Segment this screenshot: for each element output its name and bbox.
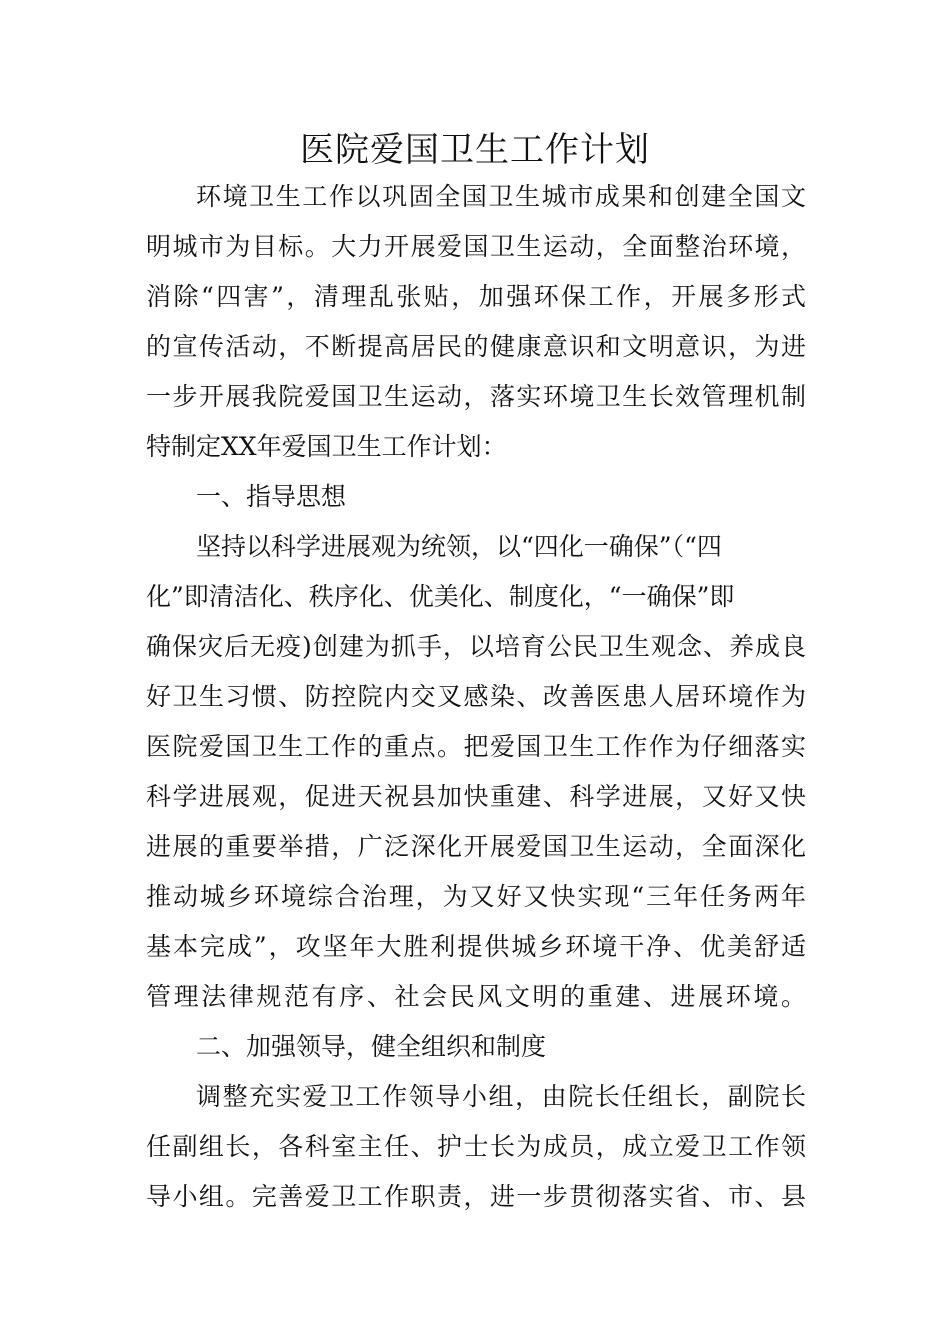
section-heading-1: 一、指导思想: [196, 482, 347, 511]
paragraph-line: 医院爱国卫生工作的重点。把爱国卫生工作作为仔细落实: [146, 732, 808, 761]
paragraph-line: 基本完成”，攻坚年大胜利提供城乡环境干净、优美舒适: [146, 932, 808, 961]
paragraph-line: 一步开展我院爱国卫生运动，落实环境卫生长效管理机制: [146, 382, 808, 411]
paragraph-line: 特制定XX年爱国卫生工作计划：: [146, 432, 507, 461]
paragraph-line: 科学进展观，促进天祝县加快重建、科学进展，又好又快: [146, 782, 808, 811]
paragraph-line: 确保灾后无疫)创建为抓手，以培育公民卫生观念、养成良: [146, 632, 807, 661]
paragraph-line: 化”即清洁化、秩序化、优美化、制度化，“一确保”即: [146, 582, 735, 611]
paragraph-line: 管理法律规范有序、社会民风文明的重建、进展环境。: [146, 982, 809, 1011]
paragraph-line: 明城市为目标。大力开展爱国卫生运动，全面整治环境，: [146, 232, 808, 261]
section-heading-2: 二、加强领导，健全组织和制度: [196, 1032, 547, 1061]
paragraph-line: 导小组。完善爱卫工作职责，进一步贯彻落实省、市、县: [146, 1182, 808, 1211]
paragraph-line: 调整充实爱卫工作领导小组，由院长任组长，副院长: [196, 1082, 808, 1111]
paragraph-line: 的宣传活动，不断提高居民的健康意识和文明意识，为进: [146, 332, 808, 361]
paragraph-line: 任副组长，各科室主任、护士长为成员，成立爱卫工作领: [146, 1132, 808, 1161]
paragraph-line: 推动城乡环境综合治理，为又好又快实现“三年任务两年: [146, 882, 808, 911]
paragraph-line: 好卫生习惯、防控院内交叉感染、改善医患人居环境作为: [146, 682, 808, 711]
paragraph-line: 进展的重要举措，广泛深化开展爱国卫生运动，全面深化: [146, 832, 808, 861]
paragraph-line: 环境卫生工作以巩固全国卫生城市成果和创建全国文: [196, 182, 808, 211]
paragraph-line: 坚持以科学进展观为统领，以“四化一确保”（“四: [196, 532, 722, 561]
document-title: 医院爱国卫生工作计划: [300, 130, 650, 170]
paragraph-line: 消除“四害”，清理乱张贴，加强环保工作，开展多形式: [146, 282, 809, 311]
